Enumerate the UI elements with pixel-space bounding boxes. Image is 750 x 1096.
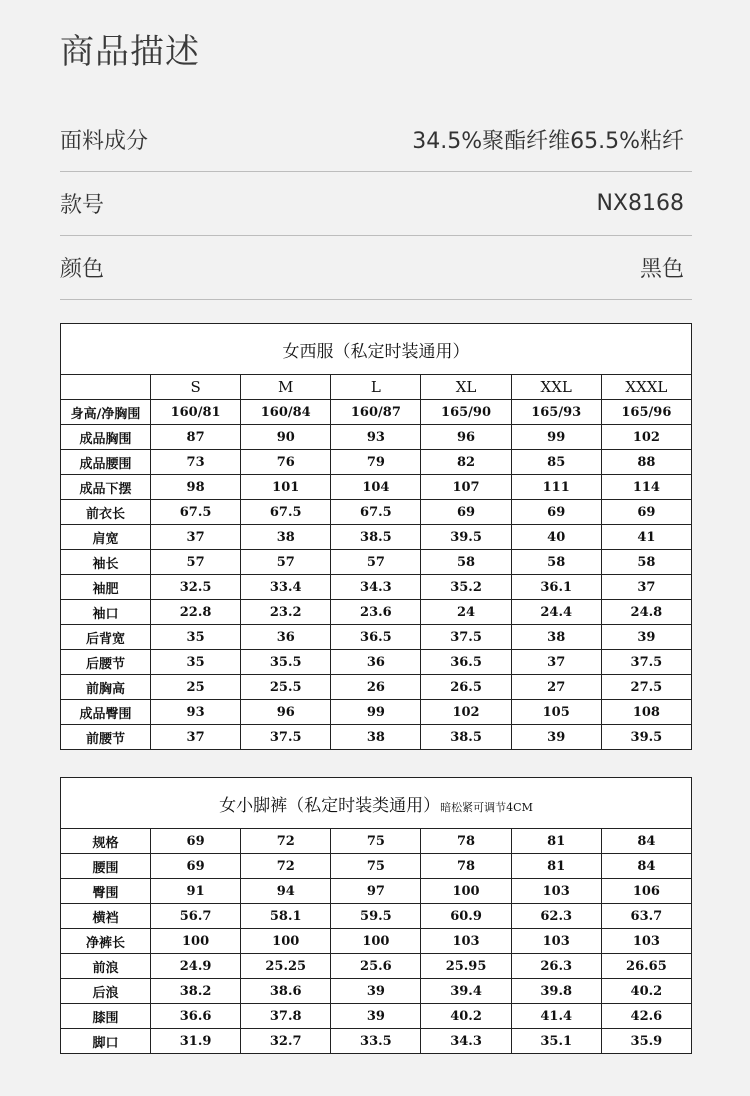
value-cell: 35 xyxy=(151,625,241,650)
value-cell: 23.6 xyxy=(331,600,421,625)
value-cell: 73 xyxy=(151,450,241,475)
value-cell: 39.8 xyxy=(511,979,601,1004)
value-cell: 39.5 xyxy=(421,525,511,550)
value-cell: 37 xyxy=(511,650,601,675)
table-row xyxy=(61,854,692,879)
table-row xyxy=(61,600,692,625)
size-header-cell: XXXL xyxy=(601,375,691,400)
value-cell: 40.2 xyxy=(421,1004,511,1029)
value-cell: 38.5 xyxy=(421,725,511,750)
suit-size-table xyxy=(60,323,692,750)
value-cell: 24.8 xyxy=(601,600,691,625)
value-cell: 58 xyxy=(421,550,511,575)
value-cell: 100 xyxy=(241,929,331,954)
value-cell: 93 xyxy=(151,700,241,725)
value-cell: 60.9 xyxy=(421,904,511,929)
value-cell: 33.4 xyxy=(241,575,331,600)
table-row xyxy=(61,650,692,675)
row-label-cell: 后浪 xyxy=(61,979,151,1004)
row-label-cell: 膝围 xyxy=(61,1004,151,1029)
value-cell: 103 xyxy=(511,879,601,904)
table-row xyxy=(61,879,692,904)
value-cell: 165/96 xyxy=(601,400,691,425)
value-cell: 160/81 xyxy=(151,400,241,425)
value-cell: 25 xyxy=(151,675,241,700)
value-cell: 58 xyxy=(601,550,691,575)
row-label-cell: 横裆 xyxy=(61,904,151,929)
value-cell: 25.95 xyxy=(421,954,511,979)
value-cell: 72 xyxy=(241,854,331,879)
table-row xyxy=(61,625,692,650)
value-cell: 90 xyxy=(241,425,331,450)
value-cell: 37.5 xyxy=(601,650,691,675)
row-label-cell: 后背宽 xyxy=(61,625,151,650)
value-cell: 100 xyxy=(151,929,241,954)
value-cell: 100 xyxy=(331,929,421,954)
spec-value: 34.5%聚酯纤维65.5%粘纤 xyxy=(412,129,684,154)
row-label-cell: 身高/净胸围 xyxy=(61,400,151,425)
value-cell: 32.7 xyxy=(241,1029,331,1054)
value-cell: 67.5 xyxy=(241,500,331,525)
value-cell: 103 xyxy=(511,929,601,954)
value-cell: 35.9 xyxy=(601,1029,691,1054)
value-cell: 25.6 xyxy=(331,954,421,979)
value-cell: 84 xyxy=(601,854,691,879)
spec-list xyxy=(60,108,692,300)
value-cell: 24.4 xyxy=(511,600,601,625)
value-cell: 69 xyxy=(151,854,241,879)
value-cell: 39 xyxy=(601,625,691,650)
value-cell: 69 xyxy=(421,500,511,525)
row-label-cell: 净裤长 xyxy=(61,929,151,954)
value-cell: 24.9 xyxy=(151,954,241,979)
size-header-cell: XL xyxy=(421,375,511,400)
value-cell: 38 xyxy=(241,525,331,550)
value-cell: 98 xyxy=(151,475,241,500)
value-cell: 57 xyxy=(241,550,331,575)
value-cell: 39.5 xyxy=(601,725,691,750)
value-cell: 165/90 xyxy=(421,400,511,425)
row-label-cell: 前胸高 xyxy=(61,675,151,700)
row-label-cell: 袖口 xyxy=(61,600,151,625)
table-row xyxy=(61,979,692,1004)
value-cell: 88 xyxy=(601,450,691,475)
value-cell: 67.5 xyxy=(331,500,421,525)
value-cell: 37.8 xyxy=(241,1004,331,1029)
value-cell: 69 xyxy=(151,829,241,854)
value-cell: 75 xyxy=(331,854,421,879)
value-cell: 106 xyxy=(601,879,691,904)
value-cell: 37 xyxy=(601,575,691,600)
value-cell: 84 xyxy=(601,829,691,854)
spec-value: 黑色 xyxy=(639,257,684,282)
table-row xyxy=(61,1004,692,1029)
suit-size-header-row xyxy=(61,375,692,400)
row-label-cell: 前腰节 xyxy=(61,725,151,750)
value-cell: 67.5 xyxy=(151,500,241,525)
value-cell: 34.3 xyxy=(421,1029,511,1054)
pants-title-text: 女小脚裤（私定时装类通用） xyxy=(219,795,441,816)
value-cell: 57 xyxy=(151,550,241,575)
value-cell: 165/93 xyxy=(511,400,601,425)
value-cell: 39 xyxy=(331,979,421,1004)
value-cell: 104 xyxy=(331,475,421,500)
value-cell: 26 xyxy=(331,675,421,700)
row-label-cell: 袖长 xyxy=(61,550,151,575)
value-cell: 62.3 xyxy=(511,904,601,929)
value-cell: 82 xyxy=(421,450,511,475)
value-cell: 78 xyxy=(421,854,511,879)
value-cell: 35.5 xyxy=(241,650,331,675)
value-cell: 79 xyxy=(331,450,421,475)
value-cell: 26.5 xyxy=(421,675,511,700)
value-cell: 37.5 xyxy=(241,725,331,750)
row-label-cell: 规格 xyxy=(61,829,151,854)
row-label-cell: 后腰节 xyxy=(61,650,151,675)
table-row xyxy=(61,425,692,450)
pants-size-table xyxy=(60,777,692,1054)
value-cell: 37 xyxy=(151,525,241,550)
value-cell: 103 xyxy=(601,929,691,954)
table-row xyxy=(61,675,692,700)
row-label-cell: 成品下摆 xyxy=(61,475,151,500)
value-cell: 103 xyxy=(421,929,511,954)
size-header-cell: M xyxy=(241,375,331,400)
value-cell: 101 xyxy=(241,475,331,500)
value-cell: 38.6 xyxy=(241,979,331,1004)
row-label-cell: 臀围 xyxy=(61,879,151,904)
value-cell: 105 xyxy=(511,700,601,725)
spec-row-fabric xyxy=(60,108,692,172)
value-cell: 25.25 xyxy=(241,954,331,979)
value-cell: 42.6 xyxy=(601,1004,691,1029)
value-cell: 38.2 xyxy=(151,979,241,1004)
suit-table-title: 女西服（私定时装通用） xyxy=(61,324,692,375)
pants-table-title xyxy=(61,778,692,829)
table-row xyxy=(61,1029,692,1054)
spec-label: 颜色 xyxy=(60,257,105,282)
spec-row-color xyxy=(60,236,692,300)
value-cell: 78 xyxy=(421,829,511,854)
value-cell: 41.4 xyxy=(511,1004,601,1029)
spec-row-style-number xyxy=(60,172,692,236)
value-cell: 56.7 xyxy=(151,904,241,929)
row-label-cell: 成品臀围 xyxy=(61,700,151,725)
value-cell: 39.4 xyxy=(421,979,511,1004)
table-row xyxy=(61,500,692,525)
value-cell: 81 xyxy=(511,829,601,854)
table-row xyxy=(61,550,692,575)
value-cell: 160/87 xyxy=(331,400,421,425)
value-cell: 33.5 xyxy=(331,1029,421,1054)
value-cell: 99 xyxy=(331,700,421,725)
value-cell: 24 xyxy=(421,600,511,625)
value-cell: 75 xyxy=(331,829,421,854)
value-cell: 102 xyxy=(601,425,691,450)
table-row xyxy=(61,929,692,954)
value-cell: 35.2 xyxy=(421,575,511,600)
value-cell: 27.5 xyxy=(601,675,691,700)
value-cell: 23.2 xyxy=(241,600,331,625)
value-cell: 40 xyxy=(511,525,601,550)
row-label-cell: 成品胸围 xyxy=(61,425,151,450)
row-label-cell: 成品腰围 xyxy=(61,450,151,475)
table-row xyxy=(61,575,692,600)
value-cell: 32.5 xyxy=(151,575,241,600)
table-row xyxy=(61,450,692,475)
value-cell: 36 xyxy=(241,625,331,650)
value-cell: 36.5 xyxy=(331,625,421,650)
value-cell: 22.8 xyxy=(151,600,241,625)
spec-value: NX8168 xyxy=(596,191,684,216)
value-cell: 85 xyxy=(511,450,601,475)
value-cell: 36.5 xyxy=(421,650,511,675)
value-cell: 97 xyxy=(331,879,421,904)
value-cell: 26.3 xyxy=(511,954,601,979)
value-cell: 87 xyxy=(151,425,241,450)
pants-title-note: 暗松紧可调节4CM xyxy=(440,800,533,814)
value-cell: 81 xyxy=(511,854,601,879)
value-cell: 102 xyxy=(421,700,511,725)
value-cell: 38.5 xyxy=(331,525,421,550)
value-cell: 37.5 xyxy=(421,625,511,650)
row-label-cell: 肩宽 xyxy=(61,525,151,550)
value-cell: 69 xyxy=(511,500,601,525)
value-cell: 41 xyxy=(601,525,691,550)
header-corner-cell xyxy=(61,375,151,400)
value-cell: 107 xyxy=(421,475,511,500)
value-cell: 36.1 xyxy=(511,575,601,600)
value-cell: 58.1 xyxy=(241,904,331,929)
value-cell: 26.65 xyxy=(601,954,691,979)
row-label-cell: 脚口 xyxy=(61,1029,151,1054)
value-cell: 96 xyxy=(241,700,331,725)
table-row xyxy=(61,725,692,750)
value-cell: 39 xyxy=(331,1004,421,1029)
value-cell: 59.5 xyxy=(331,904,421,929)
row-label-cell: 腰围 xyxy=(61,854,151,879)
value-cell: 40.2 xyxy=(601,979,691,1004)
value-cell: 35 xyxy=(151,650,241,675)
value-cell: 69 xyxy=(601,500,691,525)
value-cell: 35.1 xyxy=(511,1029,601,1054)
value-cell: 94 xyxy=(241,879,331,904)
value-cell: 34.3 xyxy=(331,575,421,600)
value-cell: 76 xyxy=(241,450,331,475)
value-cell: 27 xyxy=(511,675,601,700)
table-row xyxy=(61,700,692,725)
value-cell: 72 xyxy=(241,829,331,854)
value-cell: 38 xyxy=(331,725,421,750)
value-cell: 57 xyxy=(331,550,421,575)
table-row xyxy=(61,475,692,500)
table-row xyxy=(61,400,692,425)
value-cell: 36 xyxy=(331,650,421,675)
size-header-cell: L xyxy=(331,375,421,400)
spec-label: 款号 xyxy=(60,193,105,218)
row-label-cell: 袖肥 xyxy=(61,575,151,600)
value-cell: 63.7 xyxy=(601,904,691,929)
table-row xyxy=(61,829,692,854)
size-header-cell: XXL xyxy=(511,375,601,400)
value-cell: 100 xyxy=(421,879,511,904)
value-cell: 93 xyxy=(331,425,421,450)
value-cell: 111 xyxy=(511,475,601,500)
value-cell: 38 xyxy=(511,625,601,650)
table-row xyxy=(61,954,692,979)
value-cell: 39 xyxy=(511,725,601,750)
table-row xyxy=(61,904,692,929)
page-title: 商品描述 xyxy=(60,32,200,72)
value-cell: 58 xyxy=(511,550,601,575)
value-cell: 108 xyxy=(601,700,691,725)
value-cell: 36.6 xyxy=(151,1004,241,1029)
value-cell: 25.5 xyxy=(241,675,331,700)
value-cell: 160/84 xyxy=(241,400,331,425)
value-cell: 91 xyxy=(151,879,241,904)
row-label-cell: 前浪 xyxy=(61,954,151,979)
table-row xyxy=(61,525,692,550)
row-label-cell: 前衣长 xyxy=(61,500,151,525)
value-cell: 114 xyxy=(601,475,691,500)
spec-label: 面料成分 xyxy=(60,129,149,154)
value-cell: 37 xyxy=(151,725,241,750)
value-cell: 31.9 xyxy=(151,1029,241,1054)
value-cell: 96 xyxy=(421,425,511,450)
size-header-cell: S xyxy=(151,375,241,400)
value-cell: 99 xyxy=(511,425,601,450)
